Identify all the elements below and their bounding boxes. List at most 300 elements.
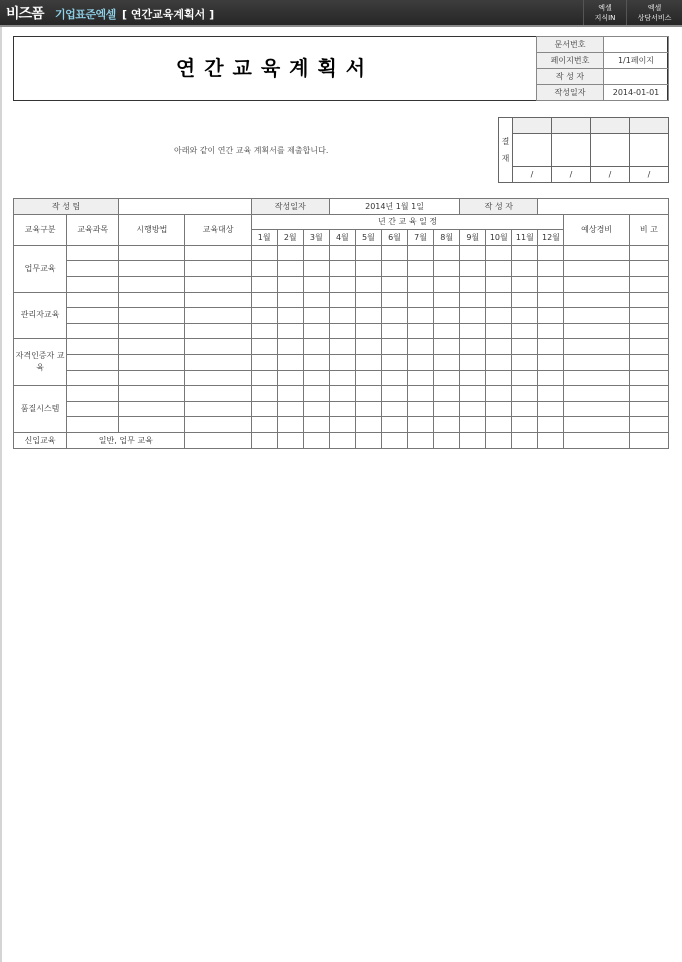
table-cell[interactable] — [629, 292, 668, 308]
table-cell[interactable] — [486, 432, 512, 448]
table-cell[interactable] — [512, 292, 538, 308]
table-cell[interactable] — [512, 261, 538, 277]
date-value[interactable]: 2014년 1월 1일 — [329, 199, 459, 215]
month-header: 11월 — [512, 230, 538, 246]
meta-label-author: 작 성 자 — [537, 69, 604, 85]
table-cell[interactable] — [408, 339, 434, 355]
meta-value-doc-no[interactable] — [604, 37, 669, 53]
table-cell[interactable] — [251, 323, 277, 339]
table-cell[interactable] — [381, 339, 407, 355]
table-cell[interactable] — [67, 339, 119, 355]
table-cell[interactable] — [251, 308, 277, 324]
table-cell[interactable] — [355, 323, 381, 339]
table-cell[interactable] — [538, 339, 564, 355]
table-cell[interactable] — [381, 308, 407, 324]
table-cell[interactable] — [408, 292, 434, 308]
table-cell[interactable] — [629, 386, 668, 402]
approval-date-1[interactable]: / — [513, 167, 552, 183]
table-cell[interactable] — [355, 417, 381, 433]
table-cell[interactable] — [434, 292, 460, 308]
table-cell[interactable] — [251, 261, 277, 277]
month-header: 4월 — [329, 230, 355, 246]
table-cell[interactable] — [538, 401, 564, 417]
meta-value-date[interactable]: 2014-01-01 — [604, 85, 669, 101]
table-cell[interactable] — [460, 386, 486, 402]
table-cell[interactable] — [251, 370, 277, 386]
table-cell[interactable] — [486, 308, 512, 324]
table-cell[interactable] — [329, 323, 355, 339]
table-cell[interactable] — [119, 370, 185, 386]
sheet-left-edge — [0, 27, 2, 962]
table-cell[interactable] — [67, 417, 119, 433]
table-cell[interactable] — [381, 417, 407, 433]
table-cell[interactable] — [408, 401, 434, 417]
document-tab-title: [ 연간교육계획서 ] — [122, 8, 215, 21]
table-cell[interactable] — [251, 245, 277, 261]
table-cell[interactable] — [486, 323, 512, 339]
table-cell[interactable] — [460, 308, 486, 324]
table-cell[interactable] — [460, 354, 486, 370]
table-cell[interactable] — [303, 292, 329, 308]
table-row — [14, 432, 669, 448]
meta-label-page-no: 페이지번호 — [537, 53, 604, 69]
table-cell[interactable] — [251, 292, 277, 308]
table-cell[interactable] — [119, 292, 185, 308]
table-cell[interactable] — [629, 323, 668, 339]
author-value[interactable] — [538, 199, 669, 215]
table-cell[interactable] — [381, 261, 407, 277]
table-cell[interactable] — [408, 245, 434, 261]
table-cell[interactable] — [629, 417, 668, 433]
table-row — [14, 354, 669, 370]
table-cell[interactable] — [564, 339, 629, 355]
table-cell[interactable] — [277, 323, 303, 339]
table-cell[interactable] — [329, 432, 355, 448]
table-cell[interactable] — [486, 245, 512, 261]
table-cell[interactable] — [303, 261, 329, 277]
table-cell[interactable] — [303, 245, 329, 261]
month-header: 2월 — [277, 230, 303, 246]
table-cell[interactable] — [538, 432, 564, 448]
table-cell[interactable] — [67, 276, 119, 292]
table-cell[interactable] — [460, 401, 486, 417]
table-cell[interactable] — [538, 276, 564, 292]
table-cell[interactable] — [119, 401, 185, 417]
table-cell[interactable] — [303, 417, 329, 433]
table-cell[interactable] — [185, 354, 251, 370]
table-cell[interactable] — [277, 432, 303, 448]
table-cell[interactable] — [381, 386, 407, 402]
table-cell[interactable] — [408, 386, 434, 402]
table-cell[interactable] — [67, 308, 119, 324]
meta-value-page-no[interactable]: 1/1페이지 — [604, 53, 669, 69]
table-cell[interactable] — [381, 292, 407, 308]
approval-side-label — [499, 118, 513, 183]
table-cell[interactable] — [538, 292, 564, 308]
table-cell[interactable] — [303, 354, 329, 370]
table-cell[interactable] — [251, 339, 277, 355]
table-cell[interactable] — [564, 323, 629, 339]
table-cell[interactable] — [329, 417, 355, 433]
table-cell[interactable] — [486, 354, 512, 370]
category-cell[interactable]: 품질시스템 — [14, 386, 67, 433]
approval-date-3[interactable]: / — [591, 167, 630, 183]
table-cell[interactable] — [564, 386, 629, 402]
table-cell[interactable] — [564, 401, 629, 417]
table-cell[interactable] — [303, 323, 329, 339]
table-cell[interactable] — [277, 261, 303, 277]
table-cell[interactable] — [460, 370, 486, 386]
table-cell[interactable] — [119, 323, 185, 339]
table-cell[interactable] — [512, 245, 538, 261]
table-cell[interactable] — [355, 432, 381, 448]
table-cell[interactable] — [512, 417, 538, 433]
table-cell[interactable] — [251, 401, 277, 417]
category-cell[interactable]: 관리자교육 — [14, 292, 67, 339]
table-cell[interactable] — [434, 417, 460, 433]
table-cell[interactable] — [185, 370, 251, 386]
table-cell[interactable] — [303, 401, 329, 417]
approval-sign-1[interactable] — [513, 134, 552, 167]
table-cell[interactable] — [185, 417, 251, 433]
meta-label-doc-no: 문서번호 — [537, 37, 604, 53]
table-cell[interactable] — [185, 276, 251, 292]
table-cell[interactable] — [629, 401, 668, 417]
month-header: 3월 — [303, 230, 329, 246]
table-cell[interactable] — [538, 261, 564, 277]
table-cell[interactable] — [629, 276, 668, 292]
table-cell[interactable] — [381, 245, 407, 261]
table-cell[interactable] — [277, 308, 303, 324]
table-cell[interactable] — [329, 386, 355, 402]
table-cell[interactable] — [185, 292, 251, 308]
brand-subtitle: 기업표준엑셀 — [55, 8, 116, 21]
table-cell[interactable] — [251, 386, 277, 402]
table-cell[interactable] — [185, 261, 251, 277]
col-header-category: 교육구분 — [14, 214, 67, 245]
table-row — [14, 245, 669, 261]
table-cell[interactable] — [512, 401, 538, 417]
table-cell[interactable] — [434, 308, 460, 324]
table-cell[interactable] — [119, 417, 185, 433]
table-cell[interactable] — [538, 417, 564, 433]
month-header: 9월 — [460, 230, 486, 246]
table-cell[interactable] — [538, 323, 564, 339]
table-cell[interactable] — [434, 370, 460, 386]
table-cell[interactable] — [251, 417, 277, 433]
table-cell[interactable] — [329, 339, 355, 355]
table-cell[interactable] — [277, 339, 303, 355]
approval-label-1: 결 — [501, 137, 510, 146]
table-row — [14, 339, 669, 355]
table-cell[interactable] — [538, 354, 564, 370]
table-cell[interactable] — [277, 354, 303, 370]
table-cell[interactable] — [251, 432, 277, 448]
table-cell[interactable] — [381, 276, 407, 292]
table-cell[interactable] — [538, 370, 564, 386]
table-cell[interactable] — [277, 417, 303, 433]
month-header: 8월 — [434, 230, 460, 246]
table-cell[interactable] — [277, 370, 303, 386]
table-cell[interactable] — [460, 261, 486, 277]
table-cell[interactable] — [512, 354, 538, 370]
table-cell[interactable] — [538, 245, 564, 261]
table-cell[interactable] — [67, 386, 119, 402]
category-cell[interactable]: 자격인증자 교육 — [14, 339, 67, 386]
table-cell[interactable] — [251, 354, 277, 370]
table-cell[interactable] — [512, 386, 538, 402]
table-cell[interactable] — [460, 292, 486, 308]
table-cell[interactable] — [185, 386, 251, 402]
team-value[interactable] — [119, 199, 251, 215]
table-cell[interactable] — [408, 354, 434, 370]
table-cell[interactable] — [564, 417, 629, 433]
table-cell[interactable] — [355, 354, 381, 370]
author-label: 작 성 자 — [460, 199, 538, 215]
table-cell[interactable] — [67, 292, 119, 308]
document-title[interactable]: 연간교육계획서 — [175, 56, 375, 80]
table-cell[interactable] — [486, 417, 512, 433]
table-cell[interactable] — [303, 308, 329, 324]
table-cell[interactable] — [434, 386, 460, 402]
table-cell[interactable] — [67, 354, 119, 370]
month-header: 10월 — [486, 230, 512, 246]
document-meta-table — [536, 36, 669, 101]
table-cell[interactable] — [434, 339, 460, 355]
table-cell[interactable] — [355, 386, 381, 402]
table-cell[interactable] — [486, 339, 512, 355]
table-row — [14, 292, 669, 308]
team-label: 작 성 팀 — [14, 199, 119, 215]
annual-plan-table — [13, 198, 669, 449]
table-cell[interactable] — [538, 386, 564, 402]
table-row — [14, 370, 669, 386]
table-cell[interactable] — [408, 417, 434, 433]
approval-sign-4[interactable] — [630, 134, 669, 167]
table-cell[interactable] — [512, 370, 538, 386]
table-cell[interactable] — [355, 339, 381, 355]
table-cell[interactable] — [564, 370, 629, 386]
table-cell[interactable] — [434, 354, 460, 370]
table-cell[interactable] — [185, 401, 251, 417]
category-cell[interactable]: 업무교육 — [14, 245, 67, 292]
table-cell[interactable] — [564, 276, 629, 292]
approval-header-2[interactable] — [552, 118, 591, 134]
table-cell[interactable] — [512, 308, 538, 324]
table-cell[interactable] — [355, 245, 381, 261]
table-cell[interactable] — [277, 292, 303, 308]
month-header: 1월 — [251, 230, 277, 246]
meta-value-author[interactable] — [604, 69, 669, 85]
submission-notice[interactable]: 아래와 같이 연간 교육 계획서를 제출합니다. — [174, 146, 329, 155]
excel-knowledge-label-1: 엑셀 — [598, 4, 612, 12]
approval-header-1[interactable] — [513, 118, 552, 134]
table-cell[interactable] — [381, 432, 407, 448]
table-cell[interactable] — [119, 308, 185, 324]
table-cell[interactable] — [277, 276, 303, 292]
table-cell[interactable] — [67, 401, 119, 417]
col-header-course: 교육과목 — [67, 214, 119, 245]
table-cell[interactable] — [434, 261, 460, 277]
table-cell[interactable] — [185, 323, 251, 339]
table-cell[interactable] — [486, 370, 512, 386]
table-cell[interactable] — [119, 354, 185, 370]
table-cell[interactable] — [629, 339, 668, 355]
table-cell[interactable] — [329, 292, 355, 308]
table-cell[interactable] — [251, 276, 277, 292]
table-cell[interactable] — [329, 276, 355, 292]
table-row — [14, 401, 669, 417]
approval-sign-2[interactable] — [552, 134, 591, 167]
table-cell[interactable] — [303, 432, 329, 448]
approval-sign-3[interactable] — [591, 134, 630, 167]
table-cell[interactable] — [355, 401, 381, 417]
date-label: 작성일자 — [251, 199, 329, 215]
brand-logo[interactable]: 비즈폼 — [6, 6, 44, 22]
table-cell[interactable] — [329, 261, 355, 277]
category-cell[interactable]: 신입교육 — [14, 432, 67, 448]
table-cell[interactable] — [460, 417, 486, 433]
table-cell[interactable] — [329, 401, 355, 417]
excel-consult-button[interactable] — [626, 0, 682, 25]
table-cell[interactable] — [629, 354, 668, 370]
table-cell[interactable] — [277, 386, 303, 402]
table-cell[interactable] — [512, 432, 538, 448]
table-cell[interactable] — [564, 308, 629, 324]
approval-date-4[interactable]: / — [630, 167, 669, 183]
table-cell[interactable] — [329, 308, 355, 324]
table-cell[interactable] — [564, 292, 629, 308]
table-cell[interactable] — [408, 308, 434, 324]
table-cell[interactable] — [185, 339, 251, 355]
table-cell[interactable] — [329, 245, 355, 261]
approval-header-4[interactable] — [630, 118, 669, 134]
col-header-method: 시행방법 — [119, 214, 185, 245]
table-cell[interactable] — [434, 245, 460, 261]
table-cell[interactable] — [303, 386, 329, 402]
table-cell[interactable] — [486, 276, 512, 292]
col-header-note: 비 고 — [629, 214, 668, 245]
table-cell[interactable] — [512, 323, 538, 339]
table-cell[interactable] — [408, 276, 434, 292]
table-cell[interactable] — [629, 308, 668, 324]
meta-label-date: 작성일자 — [537, 85, 604, 101]
table-cell[interactable] — [119, 245, 185, 261]
table-cell[interactable] — [629, 245, 668, 261]
table-cell[interactable] — [512, 276, 538, 292]
table-cell[interactable] — [329, 370, 355, 386]
table-cell[interactable] — [277, 245, 303, 261]
table-cell[interactable] — [119, 276, 185, 292]
month-header: 7월 — [408, 230, 434, 246]
table-cell[interactable] — [460, 323, 486, 339]
approval-header-3[interactable] — [591, 118, 630, 134]
table-cell[interactable] — [434, 276, 460, 292]
table-cell[interactable] — [355, 292, 381, 308]
col-header-schedule: 년 간 교 육 일 정 — [251, 214, 564, 230]
table-cell[interactable] — [67, 245, 119, 261]
table-cell[interactable] — [434, 432, 460, 448]
table-cell[interactable] — [303, 276, 329, 292]
table-cell[interactable] — [381, 354, 407, 370]
table-cell[interactable] — [564, 245, 629, 261]
table-cell[interactable] — [185, 245, 251, 261]
table-cell[interactable] — [486, 401, 512, 417]
table-cell[interactable] — [408, 261, 434, 277]
table-cell[interactable] — [460, 276, 486, 292]
table-cell[interactable] — [67, 261, 119, 277]
table-cell[interactable] — [119, 339, 185, 355]
table-cell[interactable] — [512, 339, 538, 355]
course-cell[interactable]: 일반, 업무 교육 — [67, 432, 185, 448]
approval-date-2[interactable]: / — [552, 167, 591, 183]
table-cell[interactable] — [460, 432, 486, 448]
table-cell[interactable] — [67, 323, 119, 339]
table-cell[interactable] — [408, 370, 434, 386]
table-cell[interactable] — [303, 339, 329, 355]
table-cell[interactable] — [434, 401, 460, 417]
table-cell[interactable] — [408, 323, 434, 339]
table-cell[interactable] — [355, 276, 381, 292]
month-header: 12월 — [538, 230, 564, 246]
table-cell[interactable] — [381, 370, 407, 386]
document-header — [13, 36, 668, 101]
month-header: 5월 — [355, 230, 381, 246]
table-cell[interactable] — [355, 308, 381, 324]
table-cell[interactable] — [460, 339, 486, 355]
approval-box — [498, 117, 669, 183]
table-cell[interactable] — [538, 308, 564, 324]
table-cell[interactable] — [381, 401, 407, 417]
table-cell[interactable] — [564, 432, 629, 448]
table-cell[interactable] — [564, 261, 629, 277]
table-cell[interactable] — [119, 386, 185, 402]
top-banner — [0, 0, 682, 27]
table-cell[interactable] — [408, 432, 434, 448]
approval-label-2: 재 — [501, 154, 510, 163]
table-cell[interactable] — [329, 354, 355, 370]
table-cell[interactable] — [303, 370, 329, 386]
table-cell[interactable] — [355, 370, 381, 386]
table-cell[interactable] — [277, 401, 303, 417]
excel-knowledge-label-2: 지식IN — [594, 14, 616, 22]
table-row — [14, 417, 669, 433]
table-cell[interactable] — [629, 261, 668, 277]
table-cell[interactable] — [381, 323, 407, 339]
excel-consult-label-1: 엑셀 — [647, 4, 662, 12]
table-cell[interactable] — [486, 386, 512, 402]
table-row — [14, 276, 669, 292]
table-cell[interactable] — [460, 245, 486, 261]
table-cell[interactable] — [629, 370, 668, 386]
table-cell[interactable] — [564, 354, 629, 370]
table-cell[interactable] — [67, 370, 119, 386]
table-cell[interactable] — [185, 432, 251, 448]
col-header-target: 교육대상 — [185, 214, 251, 245]
excel-knowledge-button[interactable] — [583, 0, 626, 25]
table-cell[interactable] — [434, 323, 460, 339]
table-row — [14, 386, 669, 402]
table-cell[interactable] — [185, 308, 251, 324]
table-cell[interactable] — [486, 261, 512, 277]
table-cell[interactable] — [486, 292, 512, 308]
table-row — [14, 323, 669, 339]
table-cell[interactable] — [629, 432, 668, 448]
month-header: 6월 — [381, 230, 407, 246]
table-cell[interactable] — [355, 261, 381, 277]
table-cell[interactable] — [119, 261, 185, 277]
table-row — [14, 308, 669, 324]
